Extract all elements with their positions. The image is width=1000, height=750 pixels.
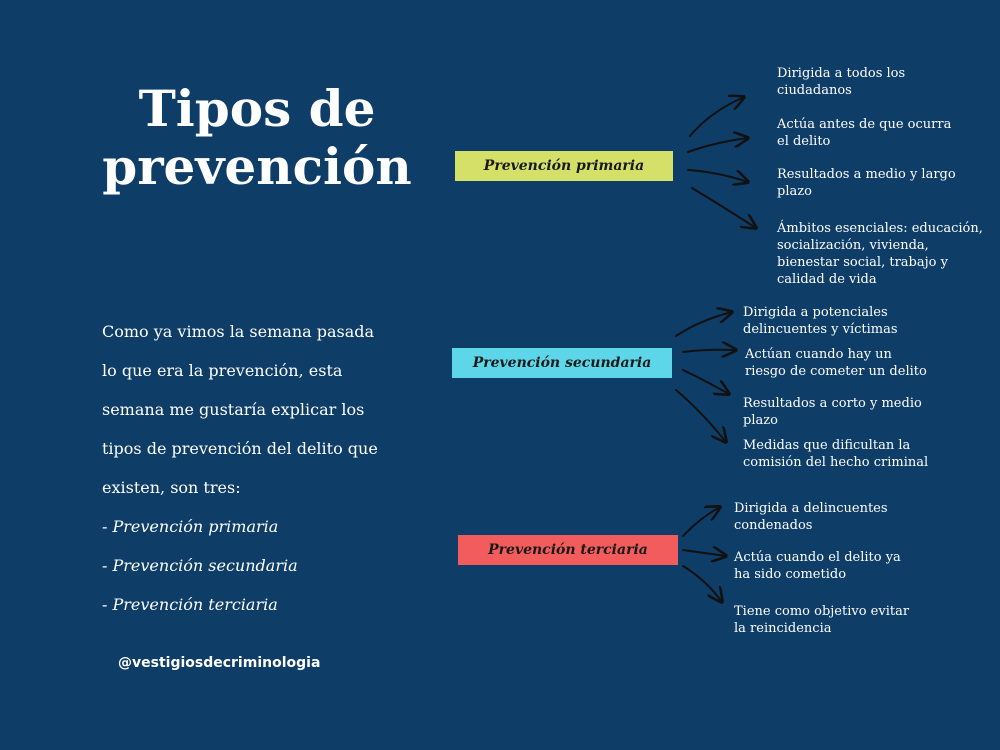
intro-list-item: - Prevención secundaria (102, 556, 298, 575)
branch-item-line: calidad de vida (777, 272, 877, 287)
branch-item-line: Actúa cuando el delito ya (734, 550, 901, 565)
intro-line: Como ya vimos la semana pasada (102, 322, 375, 341)
branch-item (777, 116, 951, 150)
social-handle: @vestigiosdecriminologia (118, 655, 321, 671)
branch-item-line: plazo (743, 413, 778, 428)
branch-item-line: comisión del hecho criminal (743, 455, 929, 470)
arrow (692, 188, 756, 228)
branch-item-line: ciudadanos (777, 83, 852, 98)
intro-line: tipos de prevención del delito que (102, 439, 378, 458)
branch-item-line: delincuentes y víctimas (743, 322, 898, 337)
branch-item-line: Actúa antes de que ocurra (777, 117, 952, 132)
intro-list-item: - Prevención primaria (102, 517, 279, 536)
branch-item-line: Tiene como objetivo evitar (734, 604, 910, 619)
arrow (688, 138, 748, 152)
branch-label-secundaria: Prevención secundaria (452, 348, 672, 378)
branch-item (734, 500, 888, 534)
arrow (683, 350, 736, 352)
branch-item (777, 220, 983, 288)
branch-item (777, 65, 905, 99)
arrow (676, 390, 726, 442)
branch-item-line: Resultados a medio y largo (777, 167, 956, 182)
branch-item-line: plazo (777, 184, 812, 199)
intro-line: lo que era la prevención, esta (102, 361, 343, 380)
branch-item-line: Dirigida a todos los (777, 66, 906, 81)
branch-item-line: riesgo de cometer un delito (745, 364, 927, 379)
arrow (676, 312, 732, 336)
branch-item-line: condenados (734, 518, 813, 533)
arrow (690, 97, 744, 136)
intro-line: existen, son tres: (102, 478, 241, 497)
branch-item-line: socialización, vivienda, (777, 238, 929, 253)
title-line: Tipos de (138, 79, 376, 138)
arrow (683, 550, 726, 556)
branch-item (777, 166, 956, 200)
branch-item (734, 549, 901, 583)
intro-line: semana me gustaría explicar los (102, 400, 365, 419)
branch-item-line: Resultados a corto y medio (743, 396, 922, 411)
branch-item (743, 437, 928, 471)
branch-item-line: el delito (777, 134, 831, 149)
branch-item-line: la reincidencia (734, 621, 832, 636)
branch-item-line: Medidas que dificultan la (743, 438, 911, 453)
arrow (683, 507, 720, 536)
branch-item (734, 603, 909, 637)
branch-item-line: Actúan cuando hay un (745, 347, 892, 362)
arrow (683, 566, 722, 602)
title-line: prevención (102, 137, 412, 196)
branch-item-line: bienestar social, trabajo y (777, 255, 948, 270)
branch-item-line: Dirigida a potenciales (743, 305, 888, 320)
branch-item-line: ha sido cometido (734, 567, 847, 582)
branch-item (743, 304, 898, 338)
branch-label-terciaria: Prevención terciaria (458, 535, 678, 565)
branch-item-line: Ámbitos esenciales: educación, (777, 221, 983, 236)
branch-item-line: Dirigida a delincuentes (734, 501, 888, 516)
branch-item (743, 395, 922, 429)
arrow (683, 370, 729, 394)
branch-item (745, 346, 927, 380)
intro-list-item: - Prevención terciaria (102, 595, 278, 614)
arrow (688, 170, 748, 182)
branch-label-primaria: Prevención primaria (455, 151, 673, 181)
